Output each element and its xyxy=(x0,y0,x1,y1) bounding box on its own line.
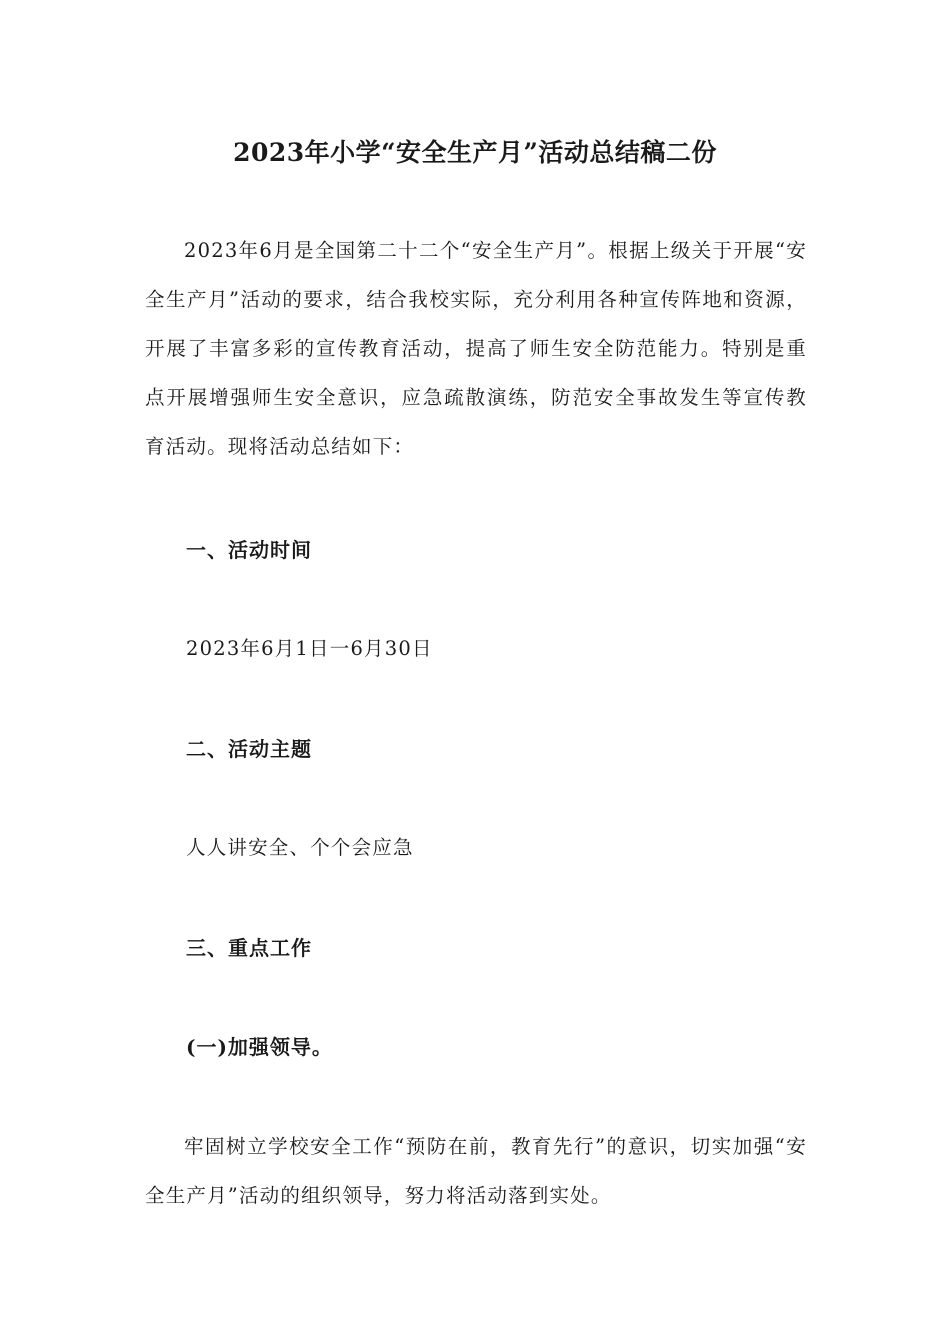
section-heading-activity-time: 一、活动时间 xyxy=(186,538,312,562)
activity-time-text: 2023年6月1日一6月30日 xyxy=(186,637,433,660)
document-title: 2023年小学“安全生产月”活动总结稿二份 xyxy=(233,138,717,167)
subsection-heading-strengthen-leadership: (一)加强领导。 xyxy=(186,1035,333,1059)
section-heading-activity-theme: 二、活动主题 xyxy=(186,737,312,761)
section-heading-key-work: 三、重点工作 xyxy=(186,936,312,960)
strengthen-leadership-paragraph: 牢固树立学校安全工作“预防在前，教育先行”的意识，切实加强“安全生产月”活动的组织领导，努力将活动落到实处。 xyxy=(145,1135,807,1207)
activity-theme-text: 人人讲安全、个个会应急 xyxy=(186,836,414,859)
intro-paragraph: 2023年6月是全国第二十二个“安全生产月”。根据上级关于开展“安全生产月”活动的要求，结合我校实际，充分利用各种宣传阵地和资源，开展了丰富多彩的宣传教育活动，提高了师生安全防范能力。特别是重点开展增强师生安全意识，应急疏散演练，防范安全事故发生等宣传教育活动。现将活动总结如下： xyxy=(145,239,807,458)
